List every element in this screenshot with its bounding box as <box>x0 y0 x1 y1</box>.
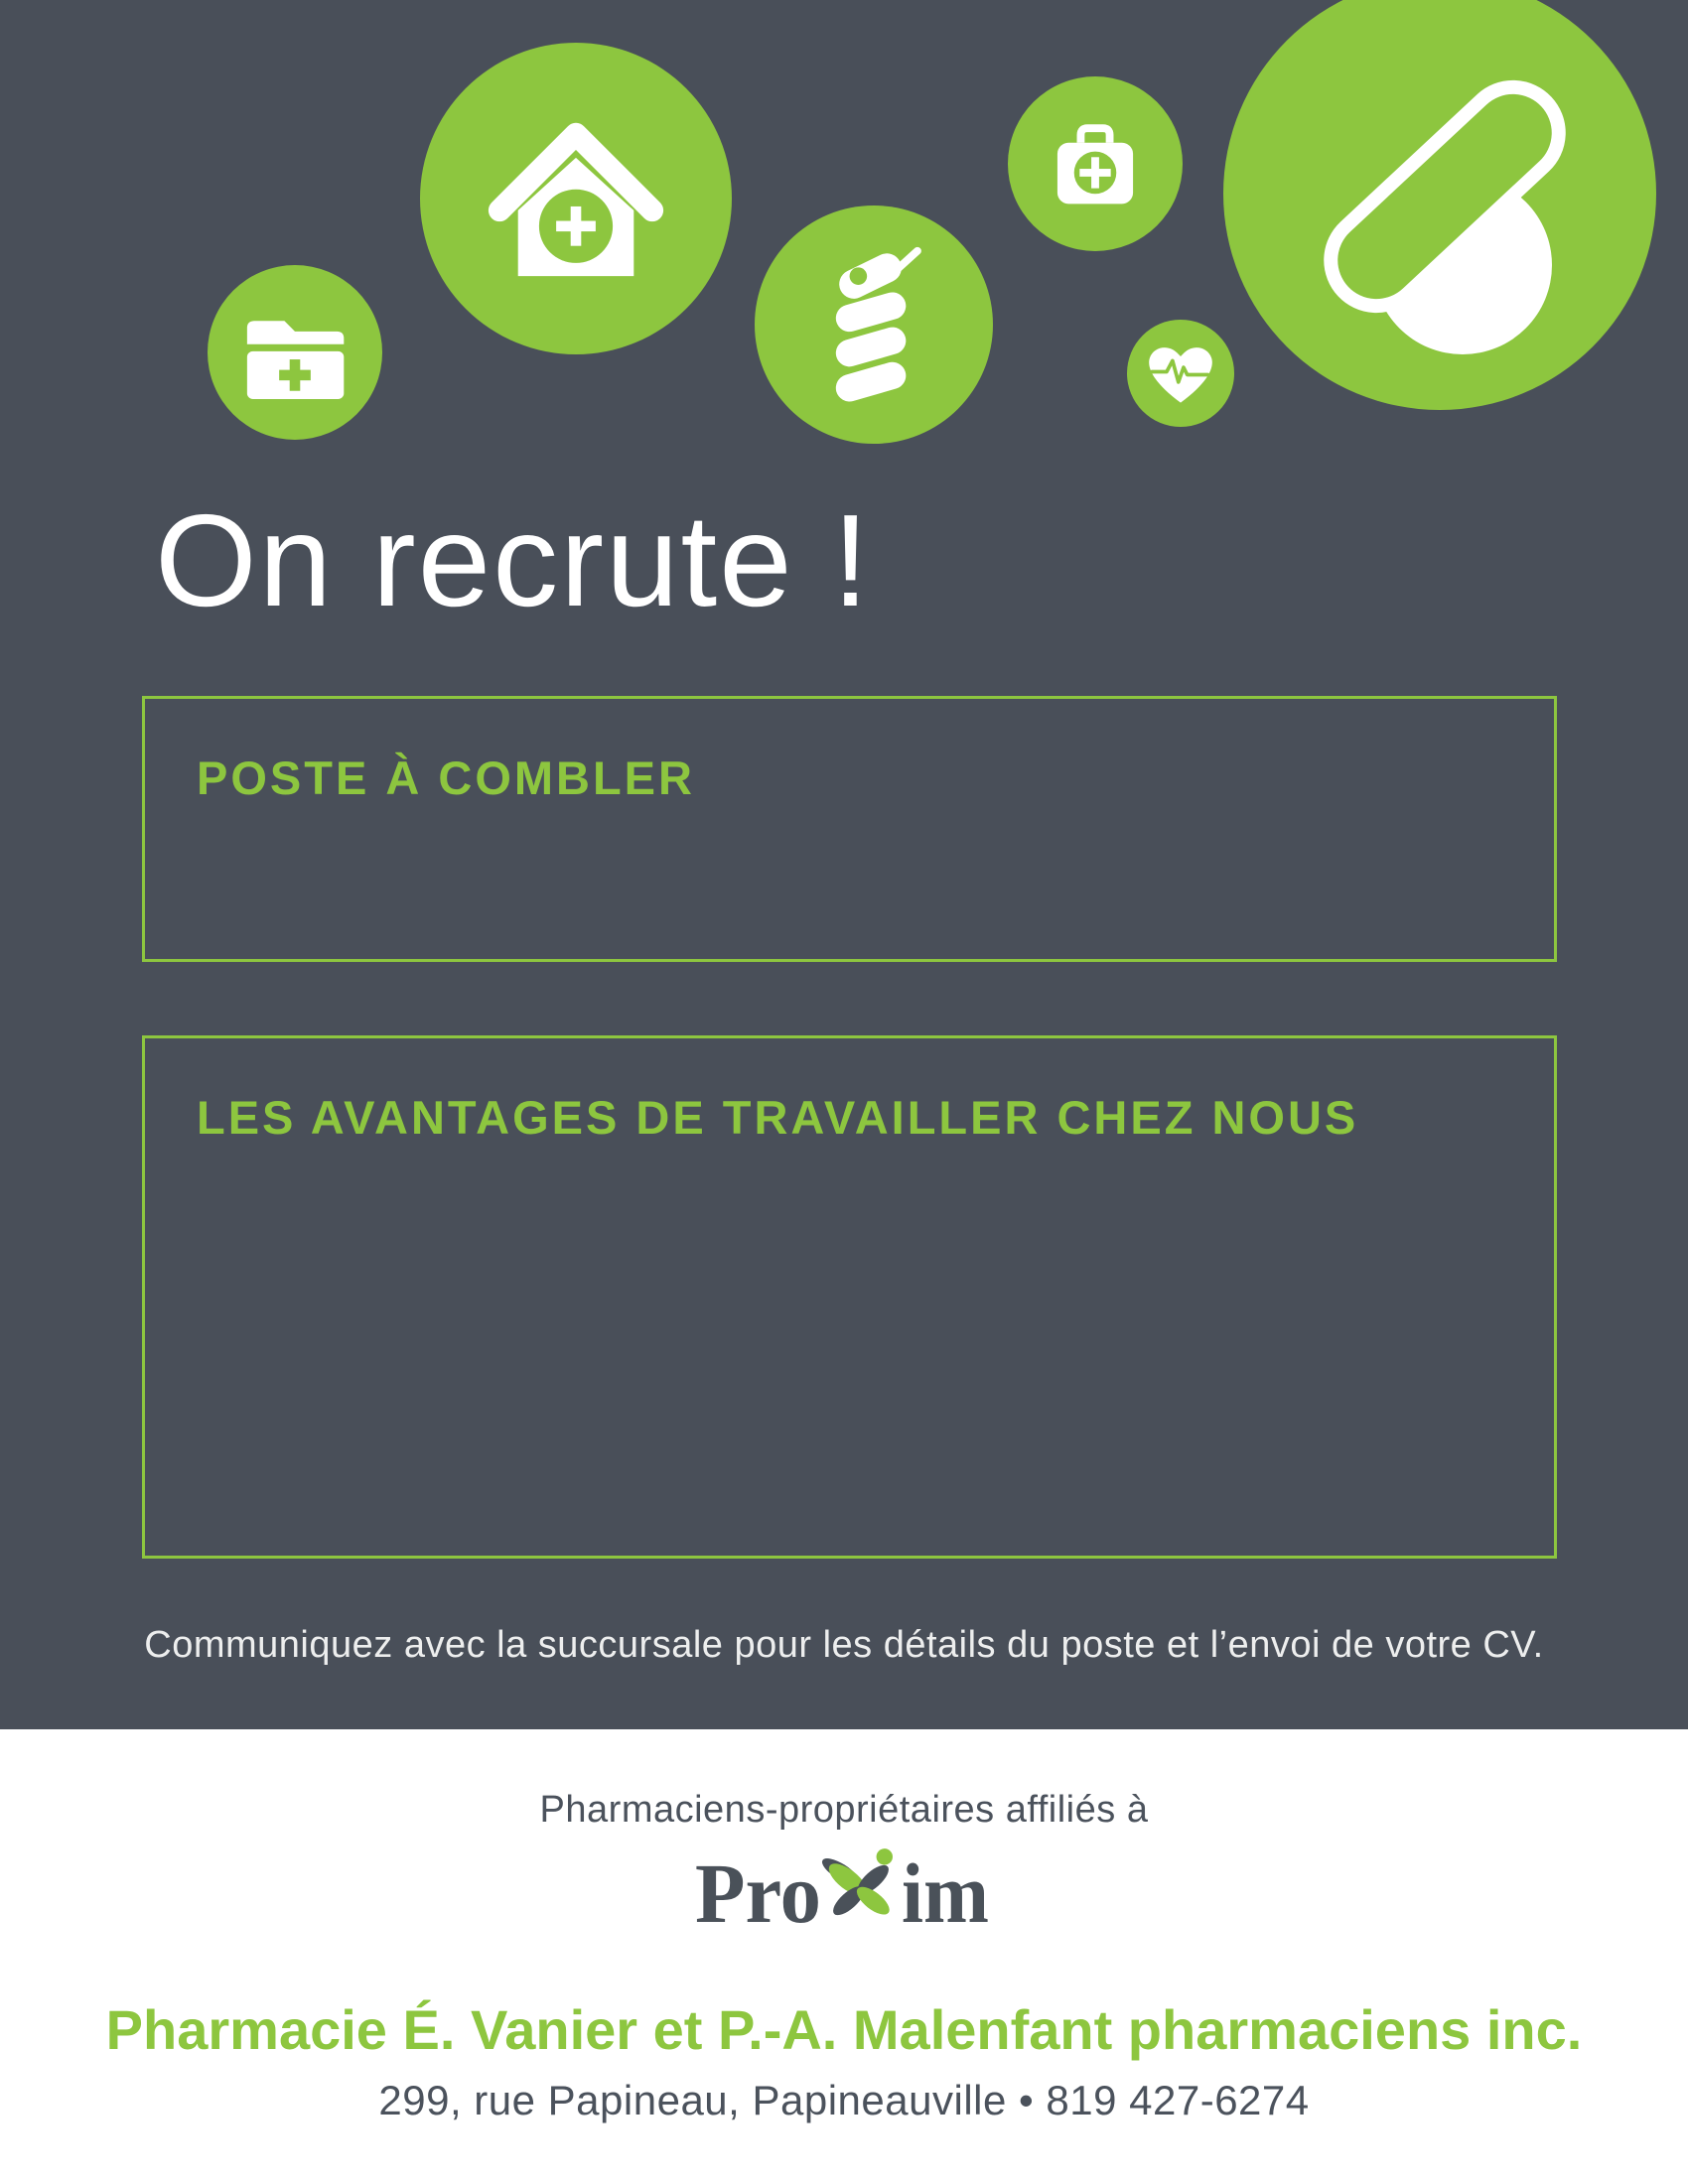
footer <box>0 1729 1688 2184</box>
asclepius-circle <box>755 205 993 444</box>
position-box <box>142 696 1557 962</box>
contact-note: Communiquez avec la succursale pour les détails du poste et l’envoi de votre CV. <box>144 1624 1544 1666</box>
heart-pulse-circle <box>1127 320 1234 427</box>
first-aid-circle <box>1008 76 1183 251</box>
page-title: On recrute ! <box>155 487 871 633</box>
heart-pulse-icon <box>1140 337 1221 410</box>
address-phone-line: 299, rue Papineau, Papineauville • 819 427-6274 <box>378 2077 1310 2123</box>
proxim-wordmark-pro: Pro <box>695 1845 821 1941</box>
folder-plus-icon <box>236 299 353 406</box>
asclepius-snake-icon <box>815 242 932 407</box>
benefits-box <box>142 1035 1557 1559</box>
benefits-box-title: LES AVANTAGES DE TRAVAILLER CHEZ NOUS <box>197 1091 1359 1144</box>
medical-house-icon <box>471 99 681 298</box>
proxim-wordmark-im: im <box>902 1845 989 1941</box>
position-box-title: POSTE À COMBLER <box>197 751 695 804</box>
medical-house-circle <box>420 43 732 354</box>
pill-capsule-circle <box>1223 0 1656 410</box>
affiliation-text: Pharmaciens-propriétaires affiliés à <box>539 1789 1149 1831</box>
proxim-wordmark <box>695 1839 993 1944</box>
pill-capsule-icon <box>1223 0 1656 410</box>
folder-circle <box>208 265 382 440</box>
pharmacy-name: Pharmacie É. Vanier et P.-A. Malenfant pharmaciens inc. <box>105 1998 1583 2061</box>
first-aid-kit-icon <box>1040 108 1151 219</box>
proxim-logo <box>0 1839 1688 1949</box>
proxim-petals-x-icon <box>818 1848 894 1920</box>
